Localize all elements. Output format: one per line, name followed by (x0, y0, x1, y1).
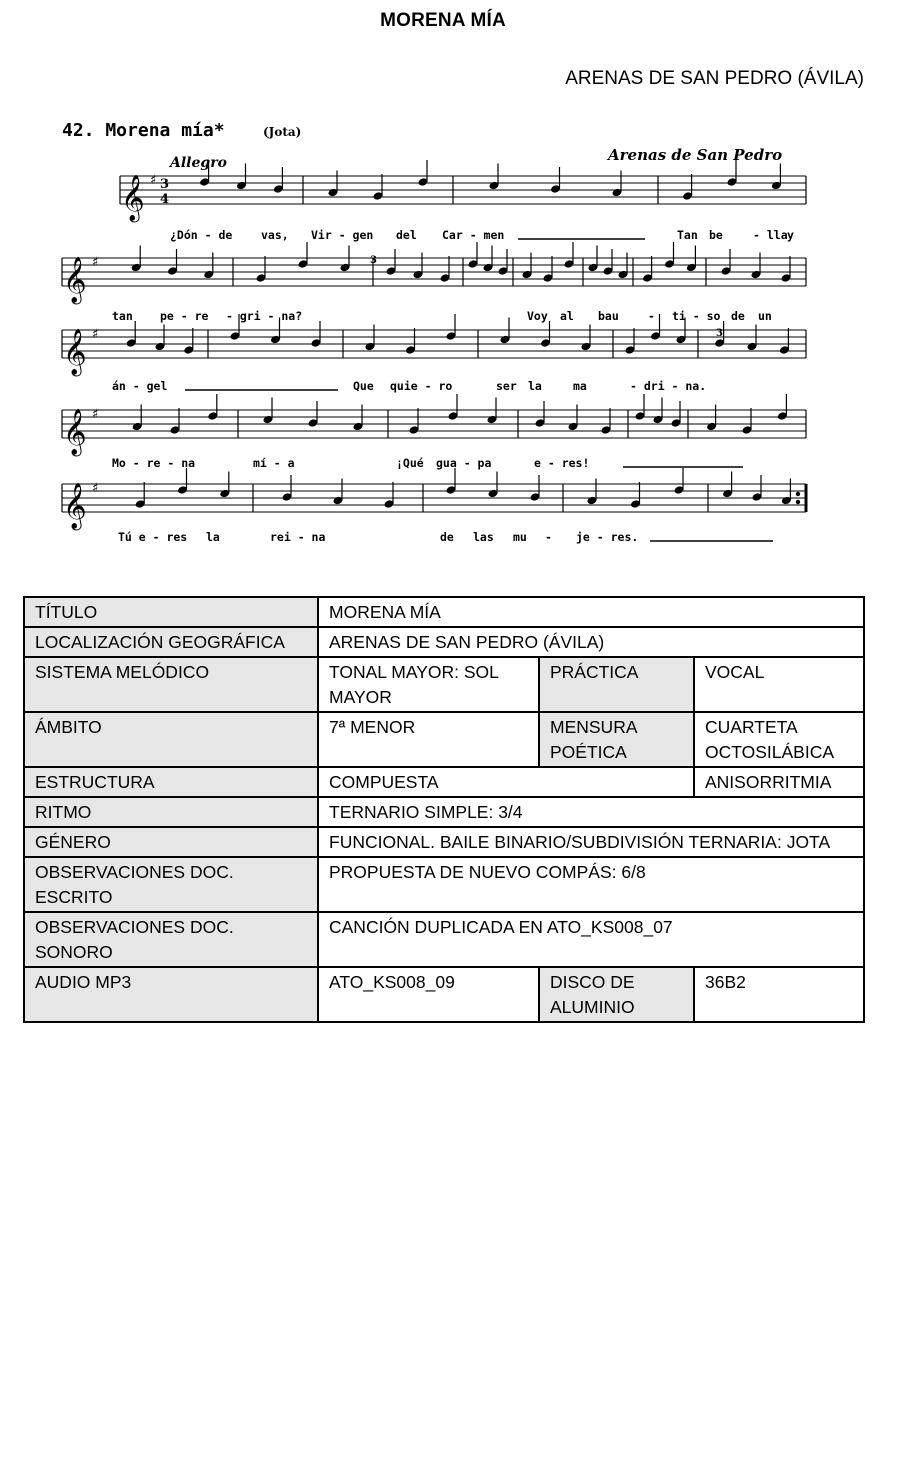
row-value: FUNCIONAL. BAILE BINARIO/SUBDIVISIÓN TERNARIA: JOTA (318, 827, 864, 857)
key-sharp-icon: ♯ (150, 173, 157, 188)
row-value: PROPUESTA DE NUEVO COMPÁS: 6/8 (318, 857, 864, 912)
row-label: LOCALIZACIÓN GEOGRÁFICA (24, 627, 318, 657)
key-sharp-icon: ♯ (92, 255, 99, 270)
row-value: ARENAS DE SAN PEDRO (ÁVILA) (318, 627, 864, 657)
treble-clef-icon: 𝄞 (63, 409, 87, 455)
table-row (24, 912, 864, 967)
row-label: OBSERVACIONES DOC. ESCRITO (24, 857, 318, 912)
tempo-marking: Allegro (170, 155, 227, 171)
row-label-secondary: MENSURA POÉTICA (539, 712, 694, 767)
lyric-line-2: tan pe - re - gri - na? Voy al bau - ti - so de un (112, 309, 772, 323)
row-value-secondary: CUARTETA OCTOSILÁBICA (694, 712, 864, 767)
row-value-secondary: VOCAL (694, 657, 864, 712)
key-sharp-icon: ♯ (92, 327, 99, 342)
row-label: GÉNERO (24, 827, 318, 857)
document-title: MORENA MÍA (380, 10, 506, 31)
treble-clef-icon: 𝄞 (121, 175, 145, 221)
repeat-dot (796, 492, 800, 496)
key-sharp-icon: ♯ (92, 407, 99, 422)
row-value: TERNARIO SIMPLE: 3/4 (318, 797, 864, 827)
music-score (58, 112, 818, 552)
time-signature: 3 (160, 177, 170, 192)
treble-clef-icon: 𝄞 (63, 257, 87, 303)
repeat-dot (796, 500, 800, 504)
row-label: TÍTULO (24, 597, 318, 627)
table-row (24, 967, 864, 1022)
time-signature: 4 (160, 192, 170, 207)
row-label: RITMO (24, 797, 318, 827)
table-row (24, 657, 864, 712)
table-row (24, 767, 864, 797)
row-label-secondary: DISCO DE ALUMINIO (539, 967, 694, 1022)
table-row (24, 827, 864, 857)
score-place: Arenas de San Pedro (608, 146, 783, 164)
score-number-title: 42. Morena mía* (62, 120, 225, 141)
table-row (24, 627, 864, 657)
row-value-secondary: 36B2 (694, 967, 864, 1022)
table-row (24, 857, 864, 912)
row-label: ESTRUCTURA (24, 767, 318, 797)
lyric-line-4: Mo - re - na mí - a ¡Qué gua - pa e - res! (112, 456, 590, 470)
row-value: CANCIÓN DUPLICADA EN ATO_KS008_07 (318, 912, 864, 967)
row-value: TONAL MAYOR: SOL MAYOR (318, 657, 539, 712)
lyric-line-3: án - gel Que quie - ro ser la ma - dri - na. (112, 379, 707, 393)
row-label: SISTEMA MELÓDICO (24, 657, 318, 712)
lyric-line-5: Tú e - res la rei - na de las mu - je - res. (118, 530, 639, 544)
score-genre-note: (Jota) (263, 125, 302, 139)
row-label: OBSERVACIONES DOC. SONORO (24, 912, 318, 967)
row-value: MORENA MÍA (318, 597, 864, 627)
treble-clef-icon: 𝄞 (63, 483, 87, 529)
row-value: 7ª MENOR (318, 712, 539, 767)
table-row (24, 712, 864, 767)
document-location: ARENAS DE SAN PEDRO (ÁVILA) (565, 68, 864, 89)
staves-group (62, 173, 806, 531)
table-row (24, 597, 864, 627)
row-value-secondary: ANISORRITMIA (694, 767, 864, 797)
row-label-secondary: PRÁCTICA (539, 657, 694, 712)
lyric-line-1: ¿Dón - de vas, Vir - gen del Car - men Tan be - lla y (170, 228, 794, 242)
row-label: AUDIO MP3 (24, 967, 318, 1022)
key-sharp-icon: ♯ (92, 481, 99, 496)
row-value: COMPUESTA (318, 767, 694, 797)
row-value: ATO_KS008_09 (318, 967, 539, 1022)
table-row (24, 797, 864, 827)
row-label: ÁMBITO (24, 712, 318, 767)
triplet-mark: 3 (370, 255, 377, 266)
metadata-table (23, 596, 865, 1023)
score-svg (58, 112, 818, 552)
treble-clef-icon: 𝄞 (63, 329, 87, 375)
triplet-mark-2: 3 (716, 328, 723, 339)
